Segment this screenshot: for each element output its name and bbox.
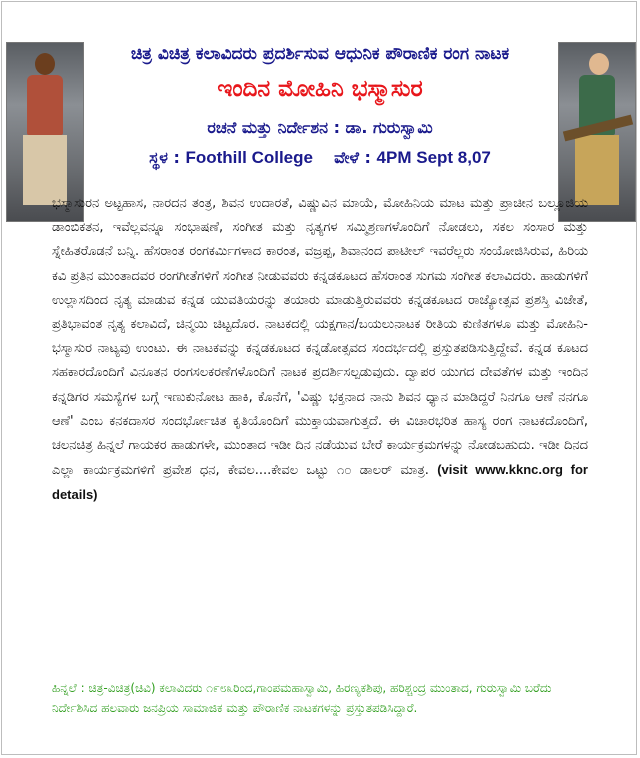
venue-time-line: [80, 148, 560, 168]
show-time: 4PM Sept 8,07: [376, 148, 491, 167]
time-label: ವೇಳೆ :: [334, 148, 371, 167]
visit-link-text[interactable]: (visit www.kknc.org for details): [52, 462, 588, 503]
description-paragraph: [52, 192, 588, 509]
poster-title: ಇಂದಿನ ಮೋಹಿನಿ ಭಸ್ಮಾಸುರ: [217, 76, 423, 102]
poster-subtitle: ಚಿತ್ರ ವಿಚಿತ್ರ ಕಲಾವಿದರು ಪ್ರದರ್ಶಿಸುವ ಆಧುನಿಕ ಪೌರಾಣಿಕ ರಂಗ ನಾಟಕ: [130, 44, 510, 64]
venue-name: Foothill College: [185, 148, 313, 167]
actor-head: [589, 53, 609, 75]
venue-label: ಸ್ಥಳ :: [149, 148, 180, 167]
director-line: ರಚನೆ ಮತ್ತು ನಿರ್ದೇಶನ : ಡಾ. ಗುರುಸ್ವಾಮಿ: [207, 118, 433, 137]
poster-header: [0, 30, 640, 200]
description-text: ಭಸ್ಮಾಸುರನ ಅಟ್ಟಹಾಸ, ನಾರದನ ತಂತ್ರ, ಶಿವನ ಉದಾರತೆ, ವಿಷ್ಣುವಿನ ಮಾಯೆ, ಮೋಹಿನಿಯ ಮಾಟ ಮತ್ತು ಪ್ರಾಚೀನ ಬಲ್ಲೂಜಿಯ ಡಾಂಬಿಕತನ, ಇವೆಲ್ಲವನ್ನೂ ಸಂಭಾಷಣೆ, ಸಂಗೀತ ಮತ್ತು ನೃತ್ಯಗಳ ಸಮ್ಮಿಶ್ರಣಗಳೊಂದಿಗೆ ನೋಡಲು, ಸಕಲ ಸಂಸಾರ ಮತ್ತು ಸ್ನೇಹಿತರೊಡನೆ ಬನ್ನಿ. ಹೆಸರಾಂತ ರಂಗಕರ್ಮಿಗಳಾದ ಕಾರಂತ, ವಜ್ರಪ್ಪ, ಶಿವಾನಂದ ಪಾಟೀಲ್ ಇವರೆಲ್ಲರು ಸಂಯೋಜಿಸಿರುವ, ಹಿರಿಯ ಕವಿ ಪ್ರತಿನ ಮುಂತಾದವರ ರಂಗಗೀತೆಗಳಿಗೆ ಸಂಗೀತ ನೀಡುವವರು ಕನ್ನಡಕೂಟದ ಹೆಸರಾಂತ ಸುಗಮ ಸಂಗೀತ ಕಲಾವಿದರು. ಹಾಡುಗಳಿಗೆ ಉಲ್ಲಾಸದಿಂದ ನೃತ್ಯ ಮಾಡುವ ಕನ್ನಡ ಯುವತಿಯರನ್ನು ತಯಾರು ಮಾಡುತ್ತಿರುವವರು ಕನ್ನಡಕೂಟದ ರಾಜ್ಯೋತ್ಸವ ಪ್ರಶಸ್ತಿ ವಿಜೇತೆ, ಪ್ರತಿಭಾವಂತ ನೃತ್ಯ ಕಲಾವಿದೆ, ಚಿನ್ಮಯಿ ಚಿಟ್ಟದೊರ. ನಾಟಕದಲ್ಲಿ ಯಕ್ಷಗಾನ/ಬಯಲುನಾಟಕ ರೀತಿಯ ಕುಣಿತಗಳೂ ಮತ್ತು ಮೋಹಿನಿ-ಭಸ್ಮಾಸುರ ನಾಟ್ಯವು ಉಂಟು. ಈ ನಾಟಕವನ್ನು ಕನ್ನಡಕೂಟದ ಕನ್ನಡೋತ್ಸವದ ಸಂದರ್ಭದಲ್ಲಿ ಪ್ರಸ್ತುತಪಡಿಸುತ್ತಿದ್ದೇವೆ. ಕನ್ನಡ ಕೂಟದ ಸಹಕಾರದೊಂದಿಗೆ ವಿನೂತನ ರಂಗಸಲಕರಣೆಗಳೊಂದಿಗೆ ನಾಟಕ ಪ್ರದರ್ಶಿಸಲ್ಪಡುವುದು. ದ್ವಾಪರ ಯುಗದ ದೇವತೆಗಳ ಮತ್ತು ಇಂದಿನ ಕನ್ನಡಿಗರ ಸಮಸ್ಯೆಗಳ ಬಗ್ಗೆ ಇಣುಕುನೋಟ ಹಾಕಿ, ಕೊನೆಗೆ, 'ವಿಷ್ಣು ಭಕ್ತನಾದ ನಾನು ಶಿವನ ಧ್ಯಾನ ಮಾಡಿದ್ದರೆ ನಿನಗೂ ಆಣೆ ನನಗೂ ಆಣೆ' ಎಂಬ ಕನಕದಾಸರ ಸಂದರ್ಭೋಚಿತ ಕೃತಿಯೊಂದಿಗೆ ಮುಕ್ತಾಯವಾಗುತ್ತದೆ. ಈ ವಿಚಾರಭರಿತ ಹಾಸ್ಯ ರಂಗ ನಾಟಕದೊಂದಿಗೆ, ಚಲನಚಿತ್ರ ಹಿನ್ನಲೆ ಗಾಯಕರ ಹಾಡುಗಳೇ, ಮುಂತಾದ ಇಡೀ ದಿನ ನಡೆಯುವ ಬೇರೆ ಕಾರ್ಯಕ್ರಮಗಳನ್ನು ನೋಡಬಹುದು. ಇಡೀ ದಿನದ ಎಲ್ಲಾ ಕಾರ್ಯಕ್ರಮಗಳಿಗೆ ಪ್ರವೇಶ ಧನ, ಕೇವಲ....ಕೇವಲ ಒಟ್ಟು ೧೦ ಡಾಲರ್ ಮಾತ್ರ.: [52, 196, 588, 479]
actor-costume: [27, 75, 63, 135]
background-credits: ಹಿನ್ನಲೆ : ಚಿತ್ರ-ವಿಚಿತ್ರ(ಚಿವಿ) ಕಲಾವಿದರು ೧೯೮೩ರಿಂದ,ಗಾಂಪಮಹಾಸ್ವಾಮಿ, ಹಿರಣ್ಯಕಶಿಪು, ಹರಿಶ್ಚಂದ್ರ ಮುಂತಾದ, ಗುರುಸ್ವಾಮಿ ಬರೆದು ನಿರ್ದೇಶಿಸಿದ ಹಲವಾರು ಜನಪ್ರಿಯ ಸಾಮಾಜಿಕ ಮತ್ತು ಪೌರಾಣಿಕ ನಾಟಕಗಳನ್ನು ಪ್ರಸ್ತುತಪಡಿಸಿದ್ದಾರೆ.: [52, 681, 552, 715]
actor-head: [35, 53, 55, 75]
